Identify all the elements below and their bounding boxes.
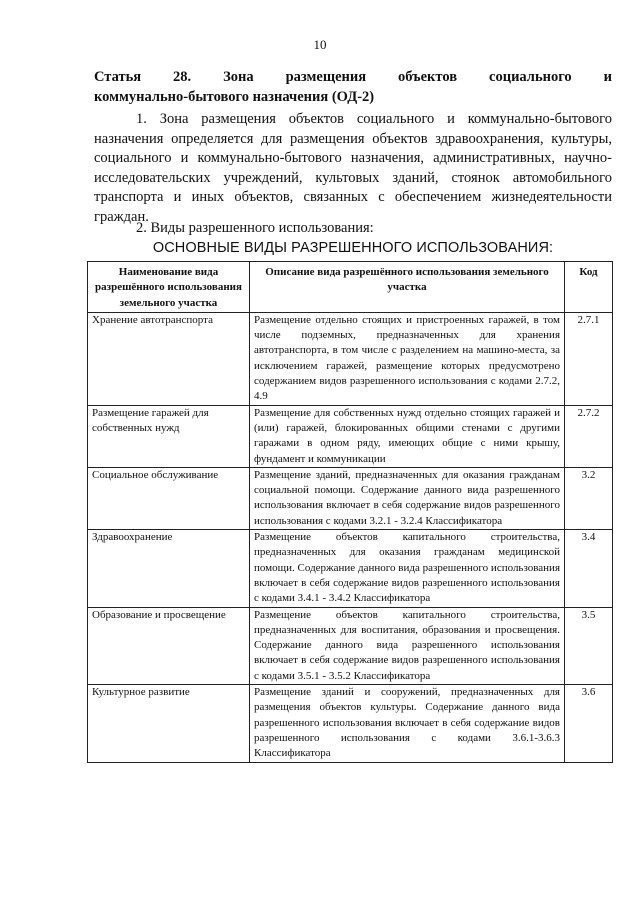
- use-name: Хранение автотранспорта: [88, 312, 250, 405]
- table-row: [88, 530, 613, 607]
- use-name: Образование и просвещение: [88, 607, 250, 684]
- table-row: [88, 607, 613, 684]
- use-description: Размещение объектов капитального строительства, предназначенных для оказания гражданам медицинской помощи. Содержание данного вида разрешенного использования включает в себя содержание видов разрешенного использования с кодами 3.4.1 - 3.4.2 Классификатора: [250, 530, 565, 607]
- use-name: Здравоохранение: [88, 530, 250, 607]
- header-description: Описание вида разрешённого использования земельного участка: [250, 262, 565, 313]
- paragraph-use-types: 2. Виды разрешенного использования:: [136, 220, 374, 236]
- table-row: [88, 685, 613, 762]
- heading-word: объектов: [398, 69, 458, 85]
- use-code: 3.2: [565, 467, 613, 529]
- article-heading: [94, 67, 612, 107]
- heading-word: Статья: [94, 69, 142, 85]
- heading-word: социального: [489, 69, 572, 85]
- table-row: [88, 467, 613, 529]
- heading-word: 28.: [173, 69, 192, 85]
- use-code: 2.7.1: [565, 312, 613, 405]
- page-number: 10: [313, 37, 327, 52]
- use-description: Размещение зданий и сооружений, предназначенных для размещения объектов культуры. Содержание данного вида разрешенного использования включает в себя содержание видов разрешенного использования с кодами 3.6.1-3.6.3 Классификатора: [250, 685, 565, 762]
- table-row: [88, 405, 613, 467]
- use-code: 3.4: [565, 530, 613, 607]
- use-name: Размещение гаражей для собственных нужд: [88, 405, 250, 467]
- heading-word: размещения: [285, 69, 367, 85]
- use-description: Размещение зданий, предназначенных для оказания гражданам социальной помощи. Содержание данного вида разрешенного использования включает в себя содержание видов разрешенного использования с кодами 3.2.1 - 3.2.4 Классификатора: [250, 467, 565, 529]
- table-header-row: [88, 262, 613, 313]
- use-description: Размещение для собственных нужд отдельно стоящих гаражей и (или) гаражей, блокированных общими стенами с другими гаражами в одном ряду, имеющих общие с ними крышу, фундамент и коммуникации: [250, 405, 565, 467]
- article-heading-line1: [94, 67, 612, 87]
- header-code: Код: [565, 262, 613, 313]
- paragraph-zone-purpose: 1. Зона размещения объектов социального и коммунально-бытового назначения определяется для размещения объектов здравоохранения, культуры, социального и коммунально-бытового назначения, административных, научно-исследовательских учреждений, культовых зданий, стоянок автомобильного транспорта и иных объектов, связанных с обеспечением жизнедеятельности граждан.: [94, 111, 612, 225]
- permitted-uses-table: [87, 261, 613, 763]
- use-code: 3.5: [565, 607, 613, 684]
- use-name: Социальное обслуживание: [88, 467, 250, 529]
- table-row: [88, 312, 613, 405]
- header-name: Наименование вида разрешённого использования земельного участка: [88, 262, 250, 313]
- heading-word: и: [603, 69, 612, 85]
- heading-word: Зона: [223, 69, 254, 85]
- use-description: Размещение отдельно стоящих и пристроенных гаражей, в том числе подземных, предназначенных для хранения автотранспорта, в том числе с разделением на машино-места, за исключением гаражей, размещение которых предусмотрено содержанием видов разрешенного использования с кодами 2.7.2, 4.9: [250, 312, 565, 405]
- use-description: Размещение объектов капитального строительства, предназначенных для воспитания, образования и просвещения. Содержание данного вида разрешенного использования включает в себя содержание видов разрешенного использования с кодами 3.5.1 - 3.5.2 Классификатора: [250, 607, 565, 684]
- table-caption: ОСНОВНЫЕ ВИДЫ РАЗРЕШЕННОГО ИСПОЛЬЗОВАНИЯ:: [152, 240, 554, 256]
- use-code: 3.6: [565, 685, 613, 762]
- use-code: 2.7.2: [565, 405, 613, 467]
- use-name: Культурное развитие: [88, 685, 250, 762]
- article-heading-line2: коммунально-бытового назначения (ОД-2): [94, 89, 375, 105]
